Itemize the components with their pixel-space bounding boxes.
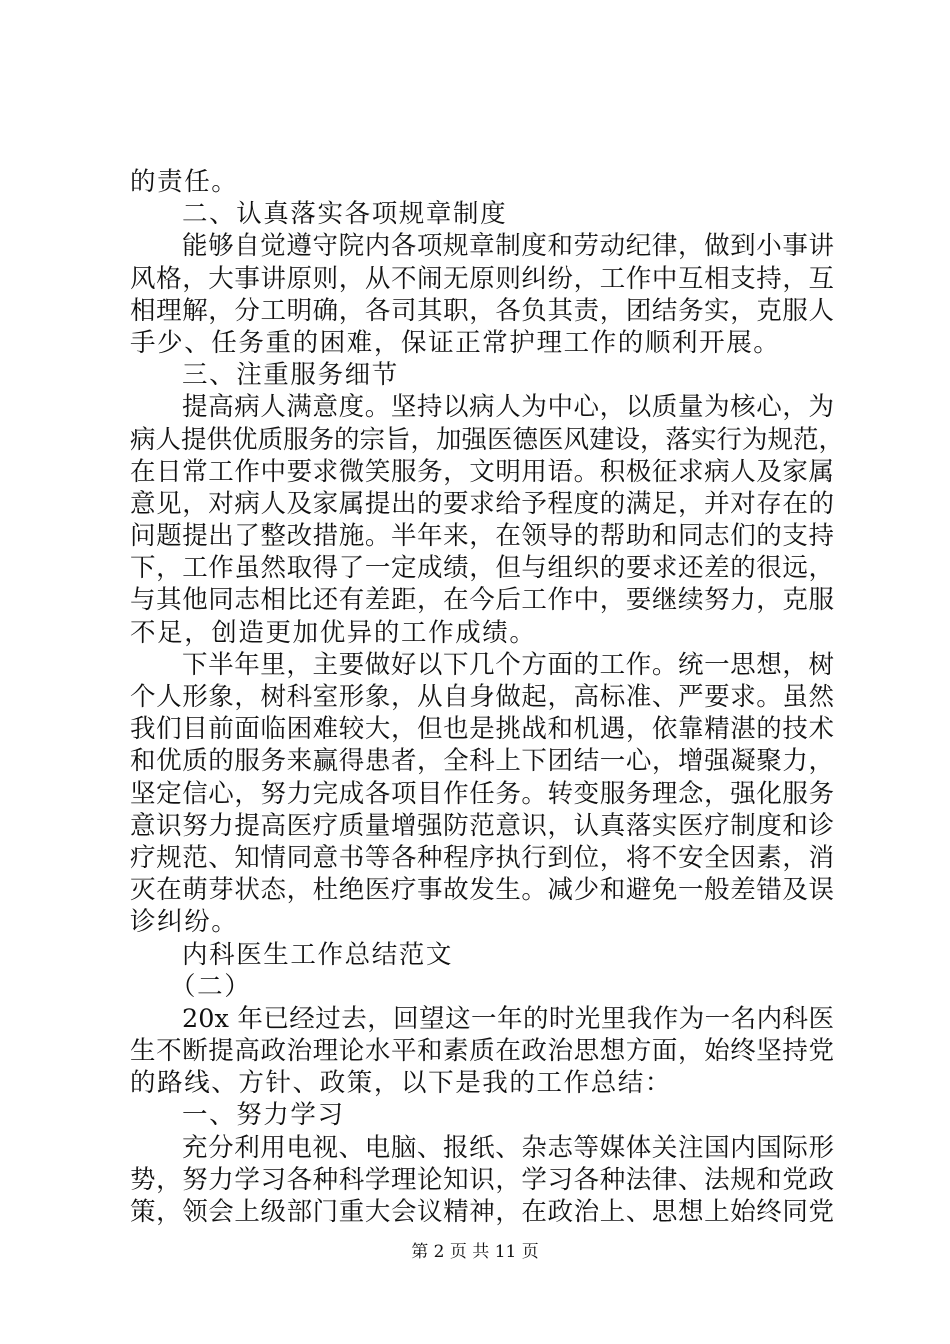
text-line: 疗规范、知情同意书等各种程序执行到位，将不安全因素，消	[130, 842, 834, 873]
text-line: 一、努力学习	[182, 1100, 345, 1131]
text-line: 的路线、方针、政策，以下是我的工作总结：	[130, 1068, 673, 1099]
text-line: 不足，创造更加优异的工作成绩。	[130, 617, 537, 648]
text-line: 病人提供优质服务的宗旨，加强医德医风建设，落实行为规范，	[130, 424, 845, 455]
text-line: 策，领会上级部门重大会议精神，在政治上、思想上始终同党	[130, 1197, 834, 1227]
text-line: 手少、任务重的困难，保证正常护理工作的顺利开展。	[130, 327, 781, 358]
text-line: 诊纠纷。	[130, 907, 239, 938]
text-line: 能够自觉遵守院内各项规章制度和劳动纪律，做到小事讲	[182, 231, 834, 262]
text-line: 风格，大事讲原则，从不闹无原则纠纷，工作中互相支持，互	[130, 263, 834, 294]
document-body	[130, 166, 845, 1228]
text-line: （二）	[170, 971, 252, 1002]
text-line: 灭在萌芽状态，杜绝医疗事故发生。减少和避免一般差错及误	[130, 875, 834, 906]
text-line: 下半年里，主要做好以下几个方面的工作。统一思想，树	[182, 649, 834, 680]
text-line: 与其他同志相比还有差距，在今后工作中，要继续努力，克服	[130, 585, 834, 616]
text-line: 生不断提高政治理论水平和素质在政治思想方面，始终坚持党	[130, 1036, 834, 1067]
text-line: 充分利用电视、电脑、报纸、杂志等媒体关注国内国际形	[182, 1132, 834, 1163]
text-line: 和优质的服务来赢得患者，全科上下团结一心，增强凝聚力，	[130, 746, 834, 777]
text-line: 我们目前面临困难较大，但也是挑战和机遇，依靠精湛的技术	[130, 714, 834, 745]
text-line: 三、注重服务细节	[182, 360, 399, 391]
text-line: 相理解，分工明确，各司其职，各负其责，团结务实，克服人	[130, 295, 834, 326]
text-line: 内科医生工作总结范文	[182, 939, 454, 970]
text-line: 下，工作虽然取得了一定成绩，但与组织的要求还差的很远，	[130, 553, 834, 584]
text-line: 个人形象，树科室形象，从自身做起，高标准、严要求。虽然	[130, 682, 834, 712]
text-line: 问题提出了整改措施。半年来，在领导的帮助和同志们的支持	[130, 521, 834, 552]
text-line: 势，努力学习各种科学理论知识，学习各种法律、法规和党政	[130, 1164, 834, 1195]
text-line: 意见，对病人及家属提出的要求给予程度的满足，并对存在的	[130, 488, 834, 519]
text-line: 意识努力提高医疗质量增强防范意识，认真落实医疗制度和诊	[130, 810, 834, 841]
text-line: 在日常工作中要求微笑服务，文明用语。积极征求病人及家属	[130, 456, 834, 487]
text-line: 二、认真落实各项规章制度	[182, 199, 508, 230]
page-footer: 第 2 页 共 11 页	[411, 1242, 539, 1262]
text-line: 20x 年已经过去，回望这一年的时光里我作为一名内科医	[182, 1003, 834, 1034]
text-line: 坚定信心，努力完成各项目作任务。转变服务理念，强化服务	[130, 778, 834, 809]
text-line: 的责任。	[130, 167, 239, 197]
text-line: 提高病人满意度。坚持以病人为中心，以质量为核心，为	[182, 392, 834, 423]
